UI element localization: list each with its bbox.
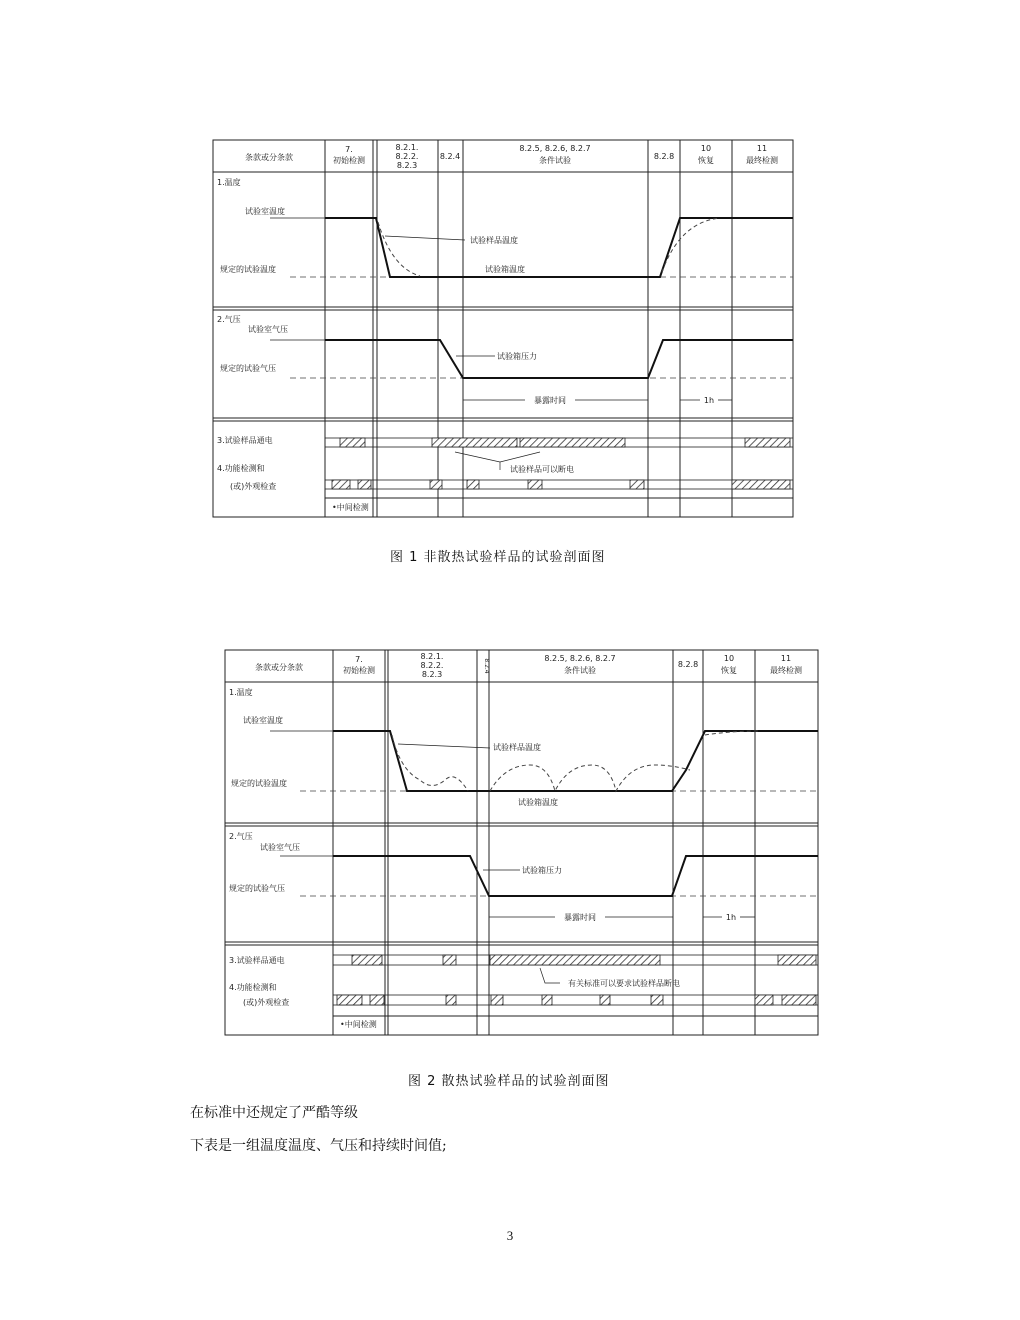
page-number: 3 (506, 1228, 514, 1243)
fig2-header-7a: 11 (780, 654, 792, 663)
fig2-exposure: 暴露时间 (564, 913, 596, 922)
fig2-header-3: 8.2.4 (483, 658, 490, 674)
fig1-spec-temp: 规定的试验温度 (220, 265, 276, 274)
fig1-sec-temp: 1.温度 (217, 178, 241, 187)
fig2-sec-check1: 4.功能检测和 (229, 983, 277, 992)
fig1-header-1b: 初始检测 (333, 156, 365, 165)
fig2-sec-power: 3.试验样品通电 (229, 956, 285, 965)
fig2-spec-pressure: 规定的试验气压 (229, 884, 285, 893)
fig1-chamber-pressure: 试验箱压力 (497, 352, 537, 361)
fig1-header-1a: 7. (345, 145, 353, 154)
fig2-header-2a: 8.2.1. (420, 652, 444, 661)
fig2-header-6b: 恢复 (721, 666, 737, 675)
fig2-header-2b: 8.2.2. (420, 661, 444, 670)
fig1-header-0: 条款或分条款 (245, 153, 293, 162)
fig2-sec-check2: (或)外观检查 (243, 998, 290, 1007)
fig2-sec-pressure: 2.气压 (229, 832, 253, 841)
fig1-one-hour: 1h (703, 396, 715, 405)
fig2-lab-temp: 试验室温度 (243, 716, 283, 725)
fig1-header-4a: 8.2.5, 8.2.6, 8.2.7 (519, 144, 591, 153)
fig2-header-1b: 初始检测 (343, 666, 375, 675)
fig2-mid-check: •中间检测 (340, 1020, 377, 1029)
fig1-header-6a: 10 (700, 144, 712, 153)
fig1-header-4b: 条件试验 (539, 156, 571, 165)
fig2-header-1a: 7. (355, 655, 363, 664)
fig2-header-4a: 8.2.5, 8.2.6, 8.2.7 (544, 654, 616, 663)
fig1-header-2c: 8.2.3 (396, 161, 418, 170)
fig1-mid-check: •中间检测 (332, 503, 369, 512)
fig2-sec-temp: 1.温度 (229, 688, 253, 697)
fig2-header-0: 条款或分条款 (255, 663, 303, 672)
fig2-one-hour: 1h (725, 913, 737, 922)
fig2-lab-pressure: 试验室气压 (260, 843, 300, 852)
paragraph-table-intro: 下表是一组温度温度、气压和持续时间值; (190, 1138, 447, 1154)
fig1-sec-check2: (或)外观检查 (230, 482, 277, 491)
fig2-header-7b: 最终检测 (770, 666, 802, 675)
fig1-header-3: 8.2.4 (439, 152, 461, 161)
fig2-header-5: 8.2.8 (677, 660, 699, 669)
fig2-sample-temp: 试验样品温度 (493, 743, 541, 752)
fig1-header-7a: 11 (756, 144, 768, 153)
fig1-header-7b: 最终检测 (746, 156, 778, 165)
fig1-spec-pressure: 规定的试验气压 (220, 364, 276, 373)
fig1-lab-pressure: 试验室气压 (248, 325, 288, 334)
fig2-chamber-temp: 试验箱温度 (518, 798, 558, 807)
fig2-chamber-pressure: 试验箱压力 (522, 866, 562, 875)
fig1-header-2b: 8.2.2. (395, 152, 419, 161)
fig1-chamber-temp: 试验箱温度 (485, 265, 525, 274)
fig1-sec-pressure: 2.气压 (217, 315, 241, 324)
fig1-exposure: 暴露时间 (534, 396, 566, 405)
fig1-sec-power: 3.试验样品通电 (217, 436, 273, 445)
fig1-header-6b: 恢复 (698, 156, 714, 165)
fig1-header-2a: 8.2.1. (395, 143, 419, 152)
fig2-header-2c: 8.2.3 (421, 670, 443, 679)
fig2-header-4b: 条件试验 (564, 666, 596, 675)
fig1-lab-temp: 试验室温度 (245, 207, 285, 216)
figure-1 (213, 140, 793, 517)
figure-1-caption: 图 1 非散热试验样品的试验剖面图 (390, 550, 606, 565)
figure-2-caption: 图 2 散热试验样品的试验剖面图 (408, 1074, 610, 1089)
fig1-header-5: 8.2.8 (653, 152, 675, 161)
paragraph-severity: 在标准中还规定了严酷等级 (190, 1105, 358, 1121)
figure-2 (225, 650, 818, 1035)
fig1-sec-check1: 4.功能检测和 (217, 464, 265, 473)
fig1-power-note: 试验样品可以断电 (510, 465, 574, 474)
fig2-header-6a: 10 (723, 654, 735, 663)
fig1-sample-temp: 试验样品温度 (470, 236, 518, 245)
fig2-spec-temp: 规定的试验温度 (231, 779, 287, 788)
fig2-power-note: 有关标准可以要求试验样品断电 (568, 979, 680, 988)
